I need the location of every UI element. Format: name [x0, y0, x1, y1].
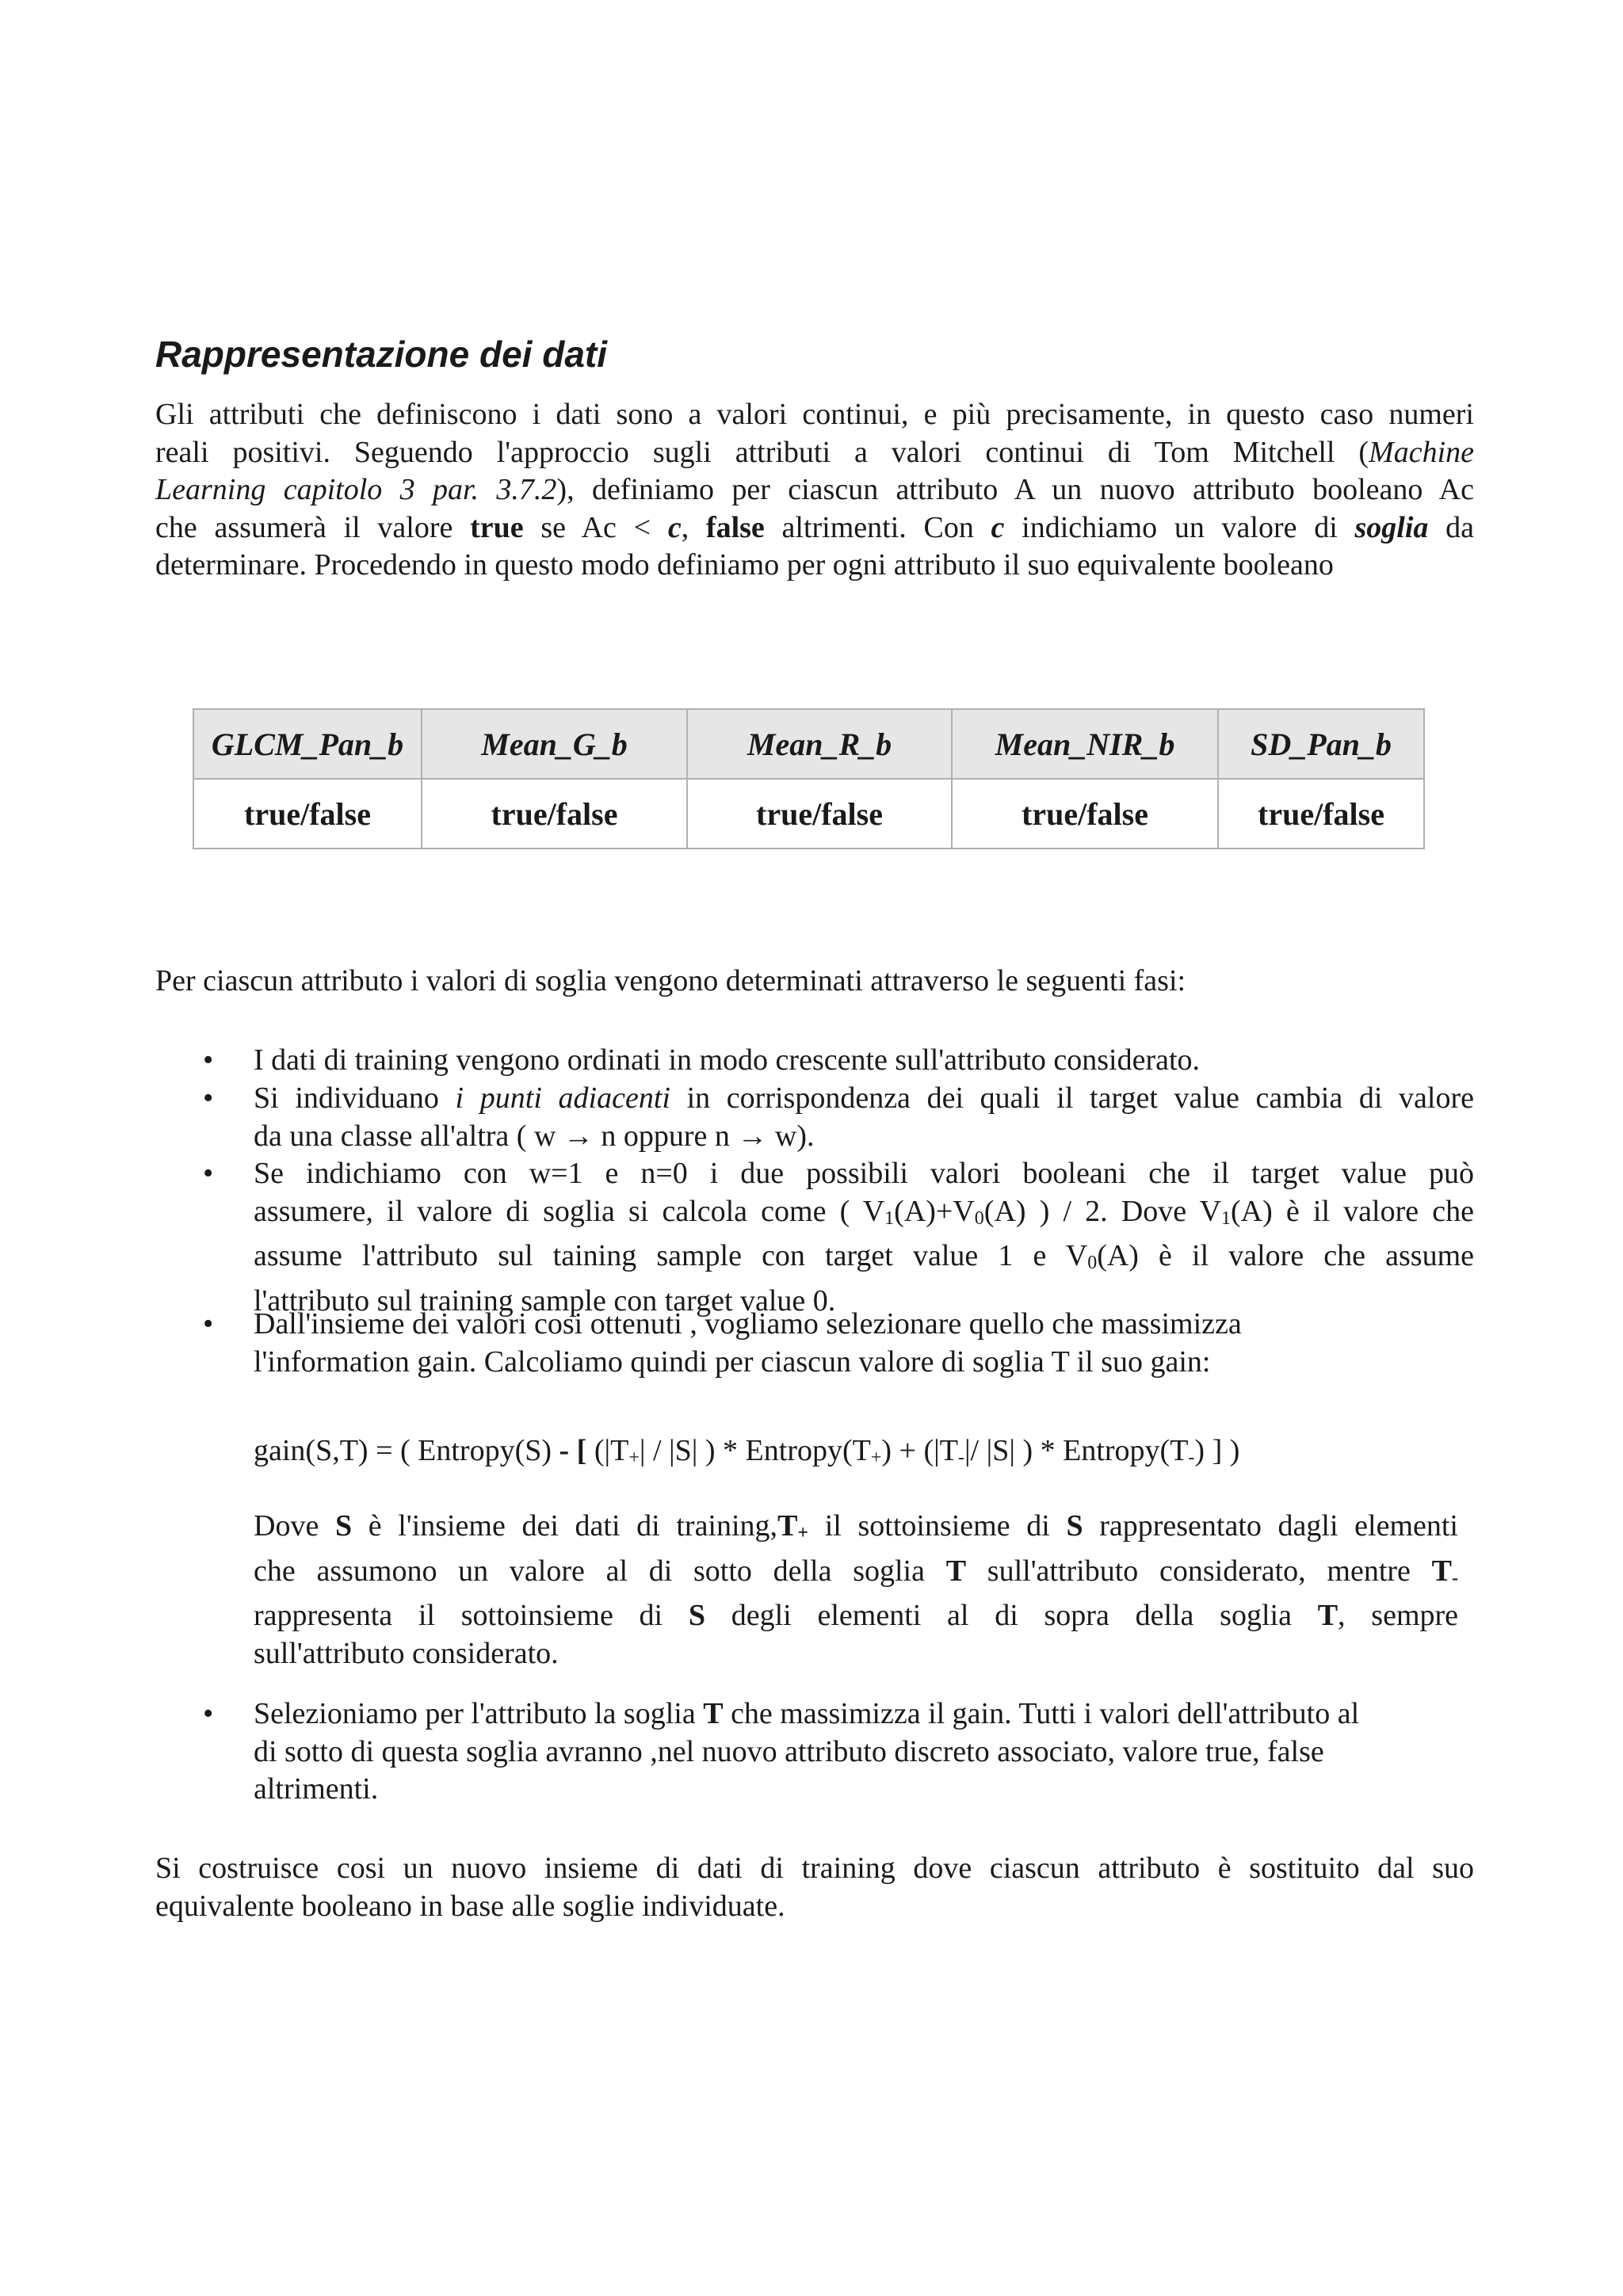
intro-line: Gli attributi che definiscono i dati sono a valori continui, e più precisamente, in questo caso numeri [155, 398, 1474, 431]
table-header-row [193, 709, 1424, 779]
table-cell: true/false [1218, 779, 1424, 849]
table-cell: true/false [422, 779, 687, 849]
intro-line: determinare. Procedendo in questo modo definiamo per ogni attributo il suo equivalente booleano [155, 548, 1334, 582]
formula-explanation: Dove S è l'insieme dei dati di $training,T_+$ il sottoinsieme di S rappresentato dagli elementi che assumono un valore al di sotto della soglia T sull'attributo considerato, mentre $T_-$ rappresenta il sottoinsieme di S degli elementi al di sopra della soglia T, sempre sull'attributo considerato. [254, 1509, 1459, 1670]
table-header-cell: Mean_G_b [422, 709, 687, 779]
list-item: Si individuano i punti adiacenti in corrispondenza dei quali il target value cambia di valore da una classe all'altra ( w → n oppure n → w). [254, 1081, 1474, 1153]
intro-line: reali positivi. Seguendo l'approccio sugli attributi a valori continui di Tom Mitchell (Machine [155, 435, 1474, 469]
list-item: Selezioniamo per l'attributo la soglia T che massimizza il gain. Tutti i valori dell'attributo al di sotto di questa soglia avranno ,nel nuovo attributo discreto associato, valore true, false altrimenti. [254, 1697, 1360, 1806]
table-header-cell: GLCM_Pan_b [193, 709, 422, 779]
intro-line: Learning capitolo 3 par. 3.7.2), definiamo per ciascun attributo A un nuovo attributo booleano Ac [155, 473, 1474, 506]
bullet-icon: • [203, 1043, 214, 1077]
table-cell: true/false [952, 779, 1218, 849]
bullet-icon: • [203, 1697, 214, 1730]
list-item: Dall'insieme dei valori cosi ottenuti , vogliamo selezionare quello che massimizza l'information gain. Calcoliamo quindi per ciascun valore di soglia T il suo gain: [254, 1307, 1242, 1379]
table-header-cell: SD_Pan_b [1218, 709, 1424, 779]
table-header-cell: Mean_NIR_b [952, 709, 1218, 779]
phases-lead: Per ciascun attributo i valori di soglia vengono determinati attraverso le seguenti fasi: [155, 964, 1186, 997]
table-cell: true/false [193, 779, 422, 849]
conclusion-paragraph: Si costruisce cosi un nuovo insieme di dati di training dove ciascun attributo è sostituito dal suo equivalente booleano in base alle soglie individuate. [155, 1852, 1474, 1923]
bullet-icon: • [203, 1157, 214, 1190]
intro-paragraph [155, 396, 1474, 585]
bullet-icon: • [203, 1307, 214, 1341]
table-header-cell: Mean_R_b [687, 709, 952, 779]
gain-formula: gain(S,T) = ( Entropy(S) - [ ($|T_+| / |S|$ ) * $Entropy(T_+) + (|T_-|/$ |S| ) * $Entropy(T_-)$ ] ) [254, 1434, 1240, 1468]
bullet-icon: • [203, 1081, 214, 1115]
boolean-attributes-table [193, 708, 1425, 849]
list-item: I dati di training vengono ordinati in modo crescente sull'attributo considerato. [254, 1043, 1201, 1077]
section-title: Rappresentazione dei dati [155, 334, 608, 375]
table-row [193, 779, 1424, 849]
table-cell: true/false [687, 779, 952, 849]
list-item: Se indichiamo con w=1 e n=0 i due possibili valori booleani che il target value può assumere, il valore di soglia si calcola come ( $V_1(A)+V_0(A)$ ) / 2. Dove $V_1(A)$ è il valore che assume l'attributo sul taining sample con target value 1 e $V_0(A)$ è il valore che assume l'attributo sul training sample con target value 0. [254, 1157, 1475, 1318]
intro-line: che assumerà il valore true se Ac < c, false altrimenti. Con c indichiamo un valore di soglia da [155, 510, 1475, 544]
